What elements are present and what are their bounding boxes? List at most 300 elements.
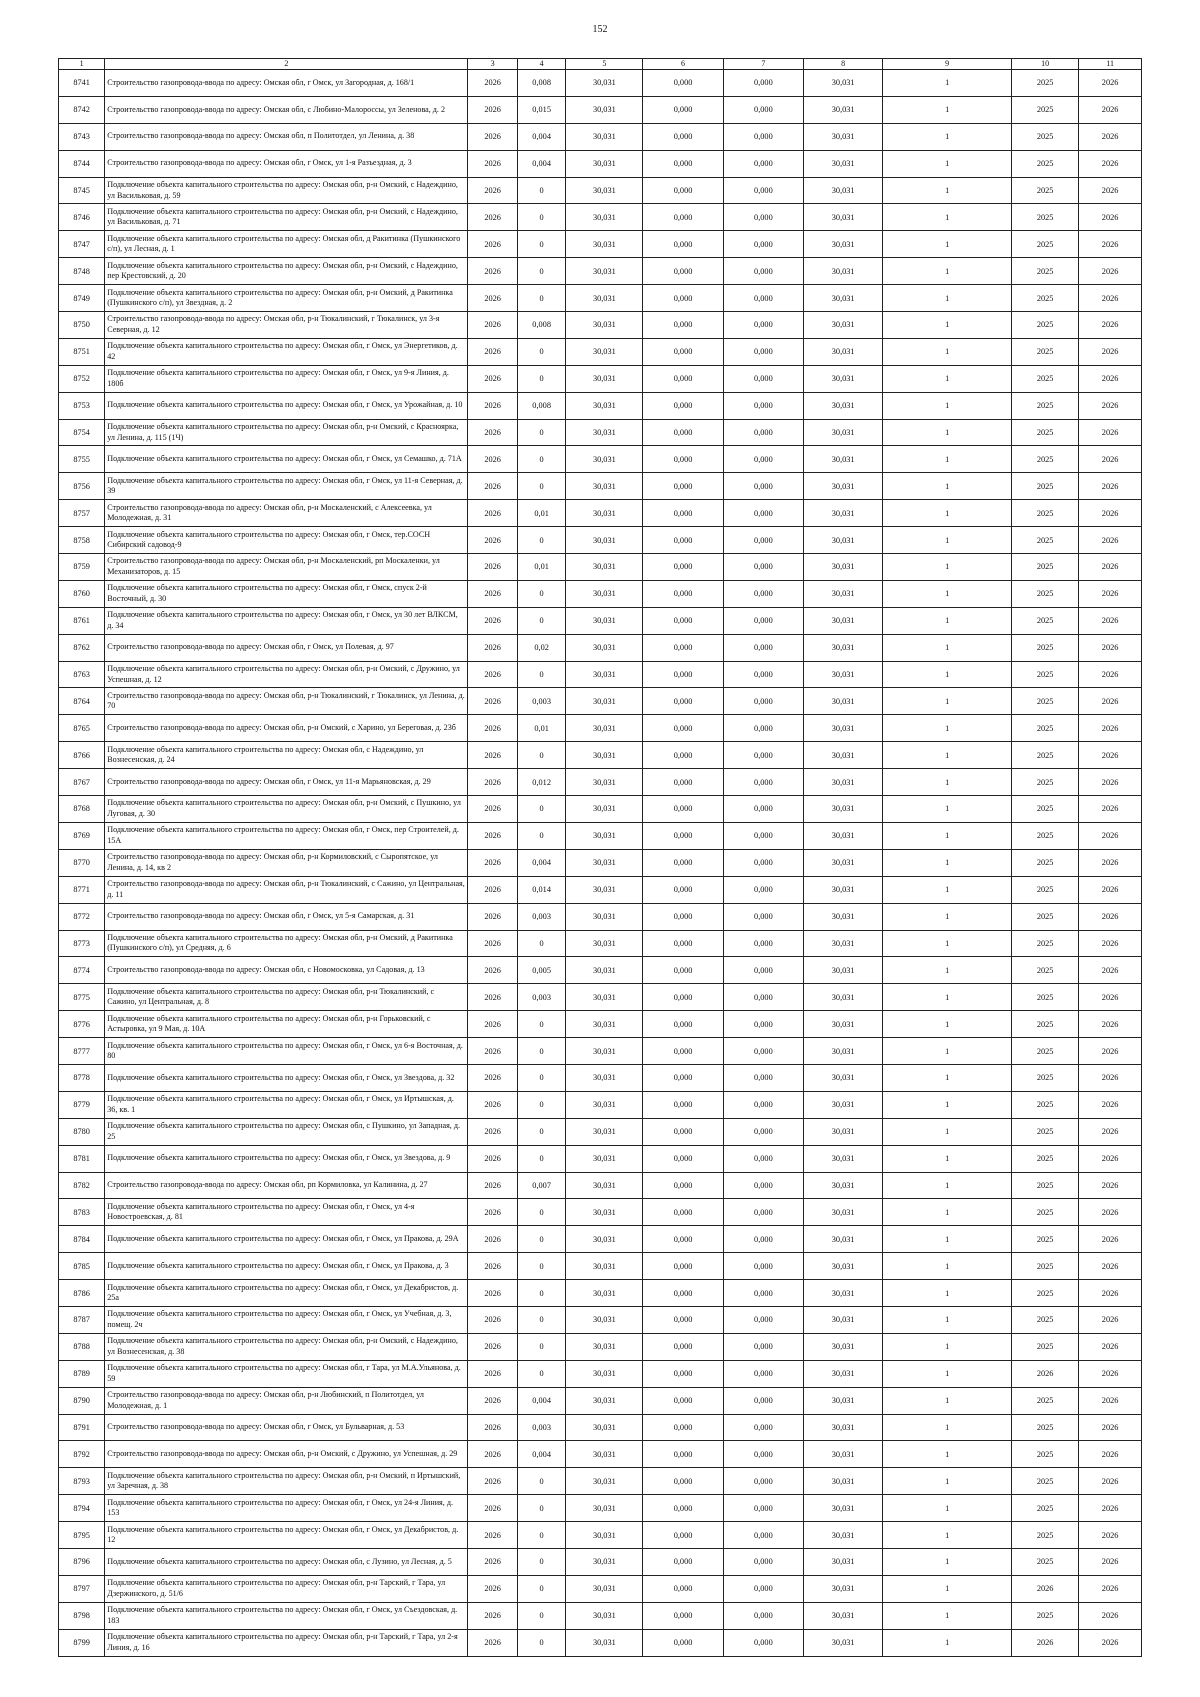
col-10-cell: 2025 — [1012, 285, 1079, 312]
col-8-cell: 30,031 — [804, 849, 883, 876]
col-3-cell: 2026 — [468, 1226, 518, 1253]
row-number-cell: 8746 — [59, 204, 105, 231]
row-number-cell: 8778 — [59, 1064, 105, 1091]
col-9-cell: 1 — [883, 285, 1012, 312]
col-4-cell: 0 — [517, 365, 565, 392]
col-6-cell: 0,000 — [643, 742, 723, 769]
col-8-cell: 30,031 — [804, 903, 883, 930]
col-4-cell: 0 — [517, 1280, 565, 1307]
col-3-cell: 2026 — [468, 1011, 518, 1038]
col-7-cell: 0,000 — [723, 876, 803, 903]
col-9-cell: 1 — [883, 473, 1012, 500]
col-8-cell: 30,031 — [804, 742, 883, 769]
col-10-cell: 2025 — [1012, 1253, 1079, 1280]
table-row — [59, 419, 1142, 446]
col-4-cell: 0 — [517, 580, 565, 607]
col-3-cell: 2026 — [468, 1145, 518, 1172]
table-row — [59, 1064, 1142, 1091]
col-9-cell: 1 — [883, 1253, 1012, 1280]
table-row — [59, 903, 1142, 930]
table-row — [59, 796, 1142, 823]
col-5-cell: 30,031 — [566, 715, 643, 742]
table-row — [59, 849, 1142, 876]
col-9-cell: 1 — [883, 70, 1012, 97]
col-10-cell: 2025 — [1012, 1333, 1079, 1360]
col-11-cell: 2026 — [1079, 580, 1142, 607]
object-name-cell: Строительство газопровода-ввода по адресу: Омская обл, г Омск, ул 1-я Разъездная, д. 3 — [105, 150, 468, 177]
row-number-cell: 8761 — [59, 607, 105, 634]
col-11-cell: 2026 — [1079, 715, 1142, 742]
col-8-cell: 30,031 — [804, 1038, 883, 1065]
table-row — [59, 634, 1142, 661]
col-7-cell: 0,000 — [723, 1226, 803, 1253]
object-name-cell: Подключение объекта капитального строительства по адресу: Омская обл, г Омск, ул Иртышская, д. 36, кв. 1 — [105, 1091, 468, 1118]
col-4-cell: 0,008 — [517, 392, 565, 419]
table-row — [59, 338, 1142, 365]
col-5-cell: 30,031 — [566, 1145, 643, 1172]
column-header-1: 1 — [59, 59, 105, 70]
col-8-cell: 30,031 — [804, 580, 883, 607]
col-8-cell: 30,031 — [804, 70, 883, 97]
col-6-cell: 0,000 — [643, 258, 723, 285]
col-8-cell: 30,031 — [804, 554, 883, 581]
col-10-cell: 2025 — [1012, 1441, 1079, 1468]
col-3-cell: 2026 — [468, 419, 518, 446]
table-row — [59, 392, 1142, 419]
col-9-cell: 1 — [883, 661, 1012, 688]
col-4-cell: 0 — [517, 1522, 565, 1549]
col-6-cell: 0,000 — [643, 580, 723, 607]
register-table — [58, 58, 1142, 1657]
row-number-cell: 8763 — [59, 661, 105, 688]
col-6-cell: 0,000 — [643, 123, 723, 150]
col-7-cell: 0,000 — [723, 715, 803, 742]
col-8-cell: 30,031 — [804, 1575, 883, 1602]
row-number-cell: 8789 — [59, 1360, 105, 1387]
col-3-cell: 2026 — [468, 661, 518, 688]
col-10-cell: 2025 — [1012, 1495, 1079, 1522]
col-5-cell: 30,031 — [566, 1011, 643, 1038]
col-9-cell: 1 — [883, 177, 1012, 204]
col-7-cell: 0,000 — [723, 849, 803, 876]
col-8-cell: 30,031 — [804, 661, 883, 688]
col-7-cell: 0,000 — [723, 446, 803, 473]
col-4-cell: 0,015 — [517, 96, 565, 123]
col-7-cell: 0,000 — [723, 1575, 803, 1602]
col-8-cell: 30,031 — [804, 822, 883, 849]
col-4-cell: 0 — [517, 1468, 565, 1495]
object-name-cell: Подключение объекта капитального строительства по адресу: Омская обл, р-н Омский, п Иртышский, ул Заречная, д. 38 — [105, 1468, 468, 1495]
table-row — [59, 285, 1142, 312]
col-11-cell: 2026 — [1079, 1468, 1142, 1495]
col-10-cell: 2025 — [1012, 1522, 1079, 1549]
col-9-cell: 1 — [883, 1280, 1012, 1307]
col-6-cell: 0,000 — [643, 607, 723, 634]
col-6-cell: 0,000 — [643, 1118, 723, 1145]
col-7-cell: 0,000 — [723, 661, 803, 688]
table-row — [59, 123, 1142, 150]
col-9-cell: 1 — [883, 957, 1012, 984]
object-name-cell: Строительство газопровода-ввода по адресу: Омская обл, г Омск, ул 5-я Самарская, д. 31 — [105, 903, 468, 930]
col-7-cell: 0,000 — [723, 1064, 803, 1091]
col-11-cell: 2026 — [1079, 769, 1142, 796]
col-5-cell: 30,031 — [566, 742, 643, 769]
row-number-cell: 8787 — [59, 1306, 105, 1333]
col-7-cell: 0,000 — [723, 984, 803, 1011]
col-9-cell: 1 — [883, 1602, 1012, 1629]
col-5-cell: 30,031 — [566, 1280, 643, 1307]
row-number-cell: 8782 — [59, 1172, 105, 1199]
col-4-cell: 0,008 — [517, 312, 565, 339]
object-name-cell: Строительство газопровода-ввода по адресу: Омская обл, г Омск, ул Загородная, д. 168/1 — [105, 70, 468, 97]
col-11-cell: 2026 — [1079, 527, 1142, 554]
col-4-cell: 0 — [517, 285, 565, 312]
object-name-cell: Подключение объекта капитального строительства по адресу: Омская обл, с Лузино, ул Лесная, д. 5 — [105, 1548, 468, 1575]
object-name-cell: Подключение объекта капитального строительства по адресу: Омская обл, р-н Горьковский, с Астыровка, ул 9 Мая, д. 10А — [105, 1011, 468, 1038]
col-8-cell: 30,031 — [804, 1064, 883, 1091]
table-row — [59, 822, 1142, 849]
col-8-cell: 30,031 — [804, 1468, 883, 1495]
col-4-cell: 0,003 — [517, 1414, 565, 1441]
table-row — [59, 1280, 1142, 1307]
row-number-cell: 8760 — [59, 580, 105, 607]
col-5-cell: 30,031 — [566, 123, 643, 150]
col-10-cell: 2025 — [1012, 527, 1079, 554]
col-3-cell: 2026 — [468, 1360, 518, 1387]
object-name-cell: Строительство газопровода-ввода по адресу: Омская обл, рп Кормиловка, ул Калинина, д. 27 — [105, 1172, 468, 1199]
col-4-cell: 0 — [517, 473, 565, 500]
col-10-cell: 2025 — [1012, 1118, 1079, 1145]
col-9-cell: 1 — [883, 796, 1012, 823]
col-11-cell: 2026 — [1079, 1495, 1142, 1522]
col-5-cell: 30,031 — [566, 1414, 643, 1441]
col-5-cell: 30,031 — [566, 1253, 643, 1280]
col-10-cell: 2025 — [1012, 742, 1079, 769]
col-4-cell: 0,01 — [517, 500, 565, 527]
col-6-cell: 0,000 — [643, 96, 723, 123]
col-3-cell: 2026 — [468, 1280, 518, 1307]
col-4-cell: 0 — [517, 607, 565, 634]
row-number-cell: 8796 — [59, 1548, 105, 1575]
col-5-cell: 30,031 — [566, 1064, 643, 1091]
table-row — [59, 580, 1142, 607]
page-number: 152 — [592, 24, 608, 35]
table-row — [59, 527, 1142, 554]
col-8-cell: 30,031 — [804, 1199, 883, 1226]
col-9-cell: 1 — [883, 1441, 1012, 1468]
col-11-cell: 2026 — [1079, 661, 1142, 688]
table-row — [59, 957, 1142, 984]
table-row — [59, 688, 1142, 715]
col-4-cell: 0,003 — [517, 984, 565, 1011]
object-name-cell: Подключение объекта капитального строительства по адресу: Омская обл, г Омск, ул Декабристов, д. 25а — [105, 1280, 468, 1307]
col-6-cell: 0,000 — [643, 500, 723, 527]
col-6-cell: 0,000 — [643, 1629, 723, 1656]
col-7-cell: 0,000 — [723, 1414, 803, 1441]
col-11-cell: 2026 — [1079, 96, 1142, 123]
col-3-cell: 2026 — [468, 1387, 518, 1414]
col-8-cell: 30,031 — [804, 769, 883, 796]
col-10-cell: 2025 — [1012, 1280, 1079, 1307]
col-11-cell: 2026 — [1079, 1145, 1142, 1172]
table-row — [59, 1145, 1142, 1172]
row-number-cell: 8776 — [59, 1011, 105, 1038]
col-7-cell: 0,000 — [723, 1253, 803, 1280]
col-7-cell: 0,000 — [723, 1011, 803, 1038]
col-9-cell: 1 — [883, 1226, 1012, 1253]
col-8-cell: 30,031 — [804, 1280, 883, 1307]
col-9-cell: 1 — [883, 1414, 1012, 1441]
row-number-cell: 8750 — [59, 312, 105, 339]
col-4-cell: 0 — [517, 177, 565, 204]
col-3-cell: 2026 — [468, 473, 518, 500]
col-5-cell: 30,031 — [566, 634, 643, 661]
row-number-cell: 8779 — [59, 1091, 105, 1118]
col-6-cell: 0,000 — [643, 1253, 723, 1280]
col-11-cell: 2026 — [1079, 903, 1142, 930]
column-header-2: 2 — [105, 59, 468, 70]
object-name-cell: Подключение объекта капитального строительства по адресу: Омская обл, р-н Омский, с Дружино, ул Успешная, д. 12 — [105, 661, 468, 688]
col-7-cell: 0,000 — [723, 742, 803, 769]
col-3-cell: 2026 — [468, 1575, 518, 1602]
col-5-cell: 30,031 — [566, 446, 643, 473]
col-4-cell: 0,004 — [517, 150, 565, 177]
column-header-9: 9 — [883, 59, 1012, 70]
object-name-cell: Строительство газопровода-ввода по адресу: Омская обл, г Омск, ул Полевая, д. 97 — [105, 634, 468, 661]
col-3-cell: 2026 — [468, 1548, 518, 1575]
table-row — [59, 661, 1142, 688]
column-header-5: 5 — [566, 59, 643, 70]
col-7-cell: 0,000 — [723, 500, 803, 527]
col-8-cell: 30,031 — [804, 96, 883, 123]
col-7-cell: 0,000 — [723, 1548, 803, 1575]
object-name-cell: Подключение объекта капитального строительства по адресу: Омская обл, р-н Омский, с Надеждино, пер Крестовский, д. 20 — [105, 258, 468, 285]
table-row — [59, 1414, 1142, 1441]
table-row — [59, 1441, 1142, 1468]
object-name-cell: Подключение объекта капитального строительства по адресу: Омская обл, с Надеждино, ул Вознесенская, д. 24 — [105, 742, 468, 769]
row-number-cell: 8766 — [59, 742, 105, 769]
col-11-cell: 2026 — [1079, 392, 1142, 419]
object-name-cell: Строительство газопровода-ввода по адресу: Омская обл, р-н Любинский, п Политотдел, ул Молодежная, д. 1 — [105, 1387, 468, 1414]
col-6-cell: 0,000 — [643, 769, 723, 796]
row-number-cell: 8749 — [59, 285, 105, 312]
col-5-cell: 30,031 — [566, 1360, 643, 1387]
col-9-cell: 1 — [883, 1495, 1012, 1522]
col-11-cell: 2026 — [1079, 1038, 1142, 1065]
col-8-cell: 30,031 — [804, 204, 883, 231]
col-3-cell: 2026 — [468, 1441, 518, 1468]
col-7-cell: 0,000 — [723, 903, 803, 930]
col-7-cell: 0,000 — [723, 123, 803, 150]
object-name-cell: Подключение объекта капитального строительства по адресу: Омская обл, г Омск, ул 4-я Новостроевская, д. 81 — [105, 1199, 468, 1226]
col-9-cell: 1 — [883, 1118, 1012, 1145]
col-4-cell: 0 — [517, 1629, 565, 1656]
col-5-cell: 30,031 — [566, 876, 643, 903]
col-4-cell: 0 — [517, 822, 565, 849]
col-7-cell: 0,000 — [723, 1172, 803, 1199]
row-number-cell: 8797 — [59, 1575, 105, 1602]
col-6-cell: 0,000 — [643, 473, 723, 500]
col-6-cell: 0,000 — [643, 1414, 723, 1441]
row-number-cell: 8769 — [59, 822, 105, 849]
col-4-cell: 0,003 — [517, 688, 565, 715]
row-number-cell: 8752 — [59, 365, 105, 392]
col-8-cell: 30,031 — [804, 365, 883, 392]
row-number-cell: 8773 — [59, 930, 105, 957]
table-row — [59, 1306, 1142, 1333]
col-5-cell: 30,031 — [566, 1629, 643, 1656]
object-name-cell: Подключение объекта капитального строительства по адресу: Омская обл, р-н Тюкалинский, с Сажино, ул Центральная, д. 8 — [105, 984, 468, 1011]
col-11-cell: 2026 — [1079, 1414, 1142, 1441]
col-3-cell: 2026 — [468, 1495, 518, 1522]
col-4-cell: 0,01 — [517, 715, 565, 742]
object-name-cell: Подключение объекта капитального строительства по адресу: Омская обл, г Омск, ул Съездовская, д. 183 — [105, 1602, 468, 1629]
col-11-cell: 2026 — [1079, 1387, 1142, 1414]
object-name-cell: Подключение объекта капитального строительства по адресу: Омская обл, г Омск, ул Пракова, д. 29А — [105, 1226, 468, 1253]
col-3-cell: 2026 — [468, 1468, 518, 1495]
col-6-cell: 0,000 — [643, 204, 723, 231]
col-9-cell: 1 — [883, 123, 1012, 150]
col-8-cell: 30,031 — [804, 123, 883, 150]
row-number-cell: 8741 — [59, 70, 105, 97]
col-10-cell: 2025 — [1012, 338, 1079, 365]
col-11-cell: 2026 — [1079, 1064, 1142, 1091]
col-3-cell: 2026 — [468, 688, 518, 715]
col-8-cell: 30,031 — [804, 1306, 883, 1333]
col-6-cell: 0,000 — [643, 419, 723, 446]
col-6-cell: 0,000 — [643, 876, 723, 903]
object-name-cell: Строительство газопровода-ввода по адресу: Омская обл, р-н Тюкалинский, с Сажино, ул Центральная, д. 11 — [105, 876, 468, 903]
col-4-cell: 0 — [517, 1118, 565, 1145]
col-10-cell: 2025 — [1012, 554, 1079, 581]
col-3-cell: 2026 — [468, 1253, 518, 1280]
col-4-cell: 0 — [517, 742, 565, 769]
col-5-cell: 30,031 — [566, 1468, 643, 1495]
table-row — [59, 1333, 1142, 1360]
col-3-cell: 2026 — [468, 1522, 518, 1549]
col-6-cell: 0,000 — [643, 796, 723, 823]
col-3-cell: 2026 — [468, 1118, 518, 1145]
col-6-cell: 0,000 — [643, 930, 723, 957]
col-9-cell: 1 — [883, 1064, 1012, 1091]
col-5-cell: 30,031 — [566, 338, 643, 365]
table-row — [59, 1360, 1142, 1387]
col-10-cell: 2025 — [1012, 957, 1079, 984]
col-10-cell: 2025 — [1012, 1011, 1079, 1038]
col-9-cell: 1 — [883, 876, 1012, 903]
col-9-cell: 1 — [883, 1522, 1012, 1549]
col-11-cell: 2026 — [1079, 1548, 1142, 1575]
col-4-cell: 0 — [517, 1548, 565, 1575]
object-name-cell: Подключение объекта капитального строительства по адресу: Омская обл, г Омск, ул Семашко, д. 71А — [105, 446, 468, 473]
col-9-cell: 1 — [883, 849, 1012, 876]
col-8-cell: 30,031 — [804, 1441, 883, 1468]
col-4-cell: 0 — [517, 527, 565, 554]
col-3-cell: 2026 — [468, 822, 518, 849]
col-5-cell: 30,031 — [566, 1575, 643, 1602]
col-11-cell: 2026 — [1079, 70, 1142, 97]
col-7-cell: 0,000 — [723, 338, 803, 365]
row-number-cell: 8762 — [59, 634, 105, 661]
col-10-cell: 2025 — [1012, 365, 1079, 392]
col-5-cell: 30,031 — [566, 1387, 643, 1414]
col-11-cell: 2026 — [1079, 365, 1142, 392]
object-name-cell: Строительство газопровода-ввода по адресу: Омская обл, р-н Кормиловский, с Сыропятское, ул Ленина, д. 14, кв 2 — [105, 849, 468, 876]
col-11-cell: 2026 — [1079, 473, 1142, 500]
col-10-cell: 2025 — [1012, 903, 1079, 930]
col-7-cell: 0,000 — [723, 177, 803, 204]
col-5-cell: 30,031 — [566, 419, 643, 446]
row-number-cell: 8756 — [59, 473, 105, 500]
col-3-cell: 2026 — [468, 849, 518, 876]
table-row — [59, 96, 1142, 123]
col-3-cell: 2026 — [468, 150, 518, 177]
col-9-cell: 1 — [883, 1172, 1012, 1199]
col-10-cell: 2025 — [1012, 607, 1079, 634]
table-row — [59, 1172, 1142, 1199]
col-9-cell: 1 — [883, 1468, 1012, 1495]
col-3-cell: 2026 — [468, 96, 518, 123]
col-3-cell: 2026 — [468, 258, 518, 285]
object-name-cell: Строительство газопровода-ввода по адресу: Омская обл, г Омск, ул Бульварная, д. 53 — [105, 1414, 468, 1441]
col-9-cell: 1 — [883, 1145, 1012, 1172]
row-number-cell: 8774 — [59, 957, 105, 984]
row-number-cell: 8781 — [59, 1145, 105, 1172]
col-10-cell: 2025 — [1012, 1199, 1079, 1226]
col-4-cell: 0,004 — [517, 849, 565, 876]
col-8-cell: 30,031 — [804, 1011, 883, 1038]
row-number-cell: 8748 — [59, 258, 105, 285]
table-row — [59, 1495, 1142, 1522]
col-3-cell: 2026 — [468, 796, 518, 823]
col-3-cell: 2026 — [468, 715, 518, 742]
col-10-cell: 2025 — [1012, 1414, 1079, 1441]
col-11-cell: 2026 — [1079, 312, 1142, 339]
col-9-cell: 1 — [883, 204, 1012, 231]
col-7-cell: 0,000 — [723, 1602, 803, 1629]
col-4-cell: 0 — [517, 796, 565, 823]
table-row — [59, 446, 1142, 473]
col-8-cell: 30,031 — [804, 1629, 883, 1656]
col-11-cell: 2026 — [1079, 1522, 1142, 1549]
row-number-cell: 8754 — [59, 419, 105, 446]
col-7-cell: 0,000 — [723, 1306, 803, 1333]
col-4-cell: 0 — [517, 1495, 565, 1522]
col-11-cell: 2026 — [1079, 1091, 1142, 1118]
col-9-cell: 1 — [883, 231, 1012, 258]
col-10-cell: 2025 — [1012, 392, 1079, 419]
col-11-cell: 2026 — [1079, 1280, 1142, 1307]
object-name-cell: Подключение объекта капитального строительства по адресу: Омская обл, г Омск, ул Энергетиков, д. 42 — [105, 338, 468, 365]
col-9-cell: 1 — [883, 338, 1012, 365]
table-row — [59, 1226, 1142, 1253]
col-6-cell: 0,000 — [643, 634, 723, 661]
table-row — [59, 769, 1142, 796]
col-11-cell: 2026 — [1079, 607, 1142, 634]
object-name-cell: Подключение объекта капитального строительства по адресу: Омская обл, г Омск, спуск 2-й Восточный, д. 30 — [105, 580, 468, 607]
col-10-cell: 2025 — [1012, 177, 1079, 204]
col-10-cell: 2025 — [1012, 822, 1079, 849]
col-8-cell: 30,031 — [804, 930, 883, 957]
col-11-cell: 2026 — [1079, 338, 1142, 365]
col-11-cell: 2026 — [1079, 258, 1142, 285]
table-row — [59, 70, 1142, 97]
col-5-cell: 30,031 — [566, 70, 643, 97]
column-header-11: 11 — [1079, 59, 1142, 70]
col-3-cell: 2026 — [468, 984, 518, 1011]
object-name-cell: Подключение объекта капитального строительства по адресу: Омская обл, г Омск, ул Пракова, д. 3 — [105, 1253, 468, 1280]
col-4-cell: 0 — [517, 231, 565, 258]
